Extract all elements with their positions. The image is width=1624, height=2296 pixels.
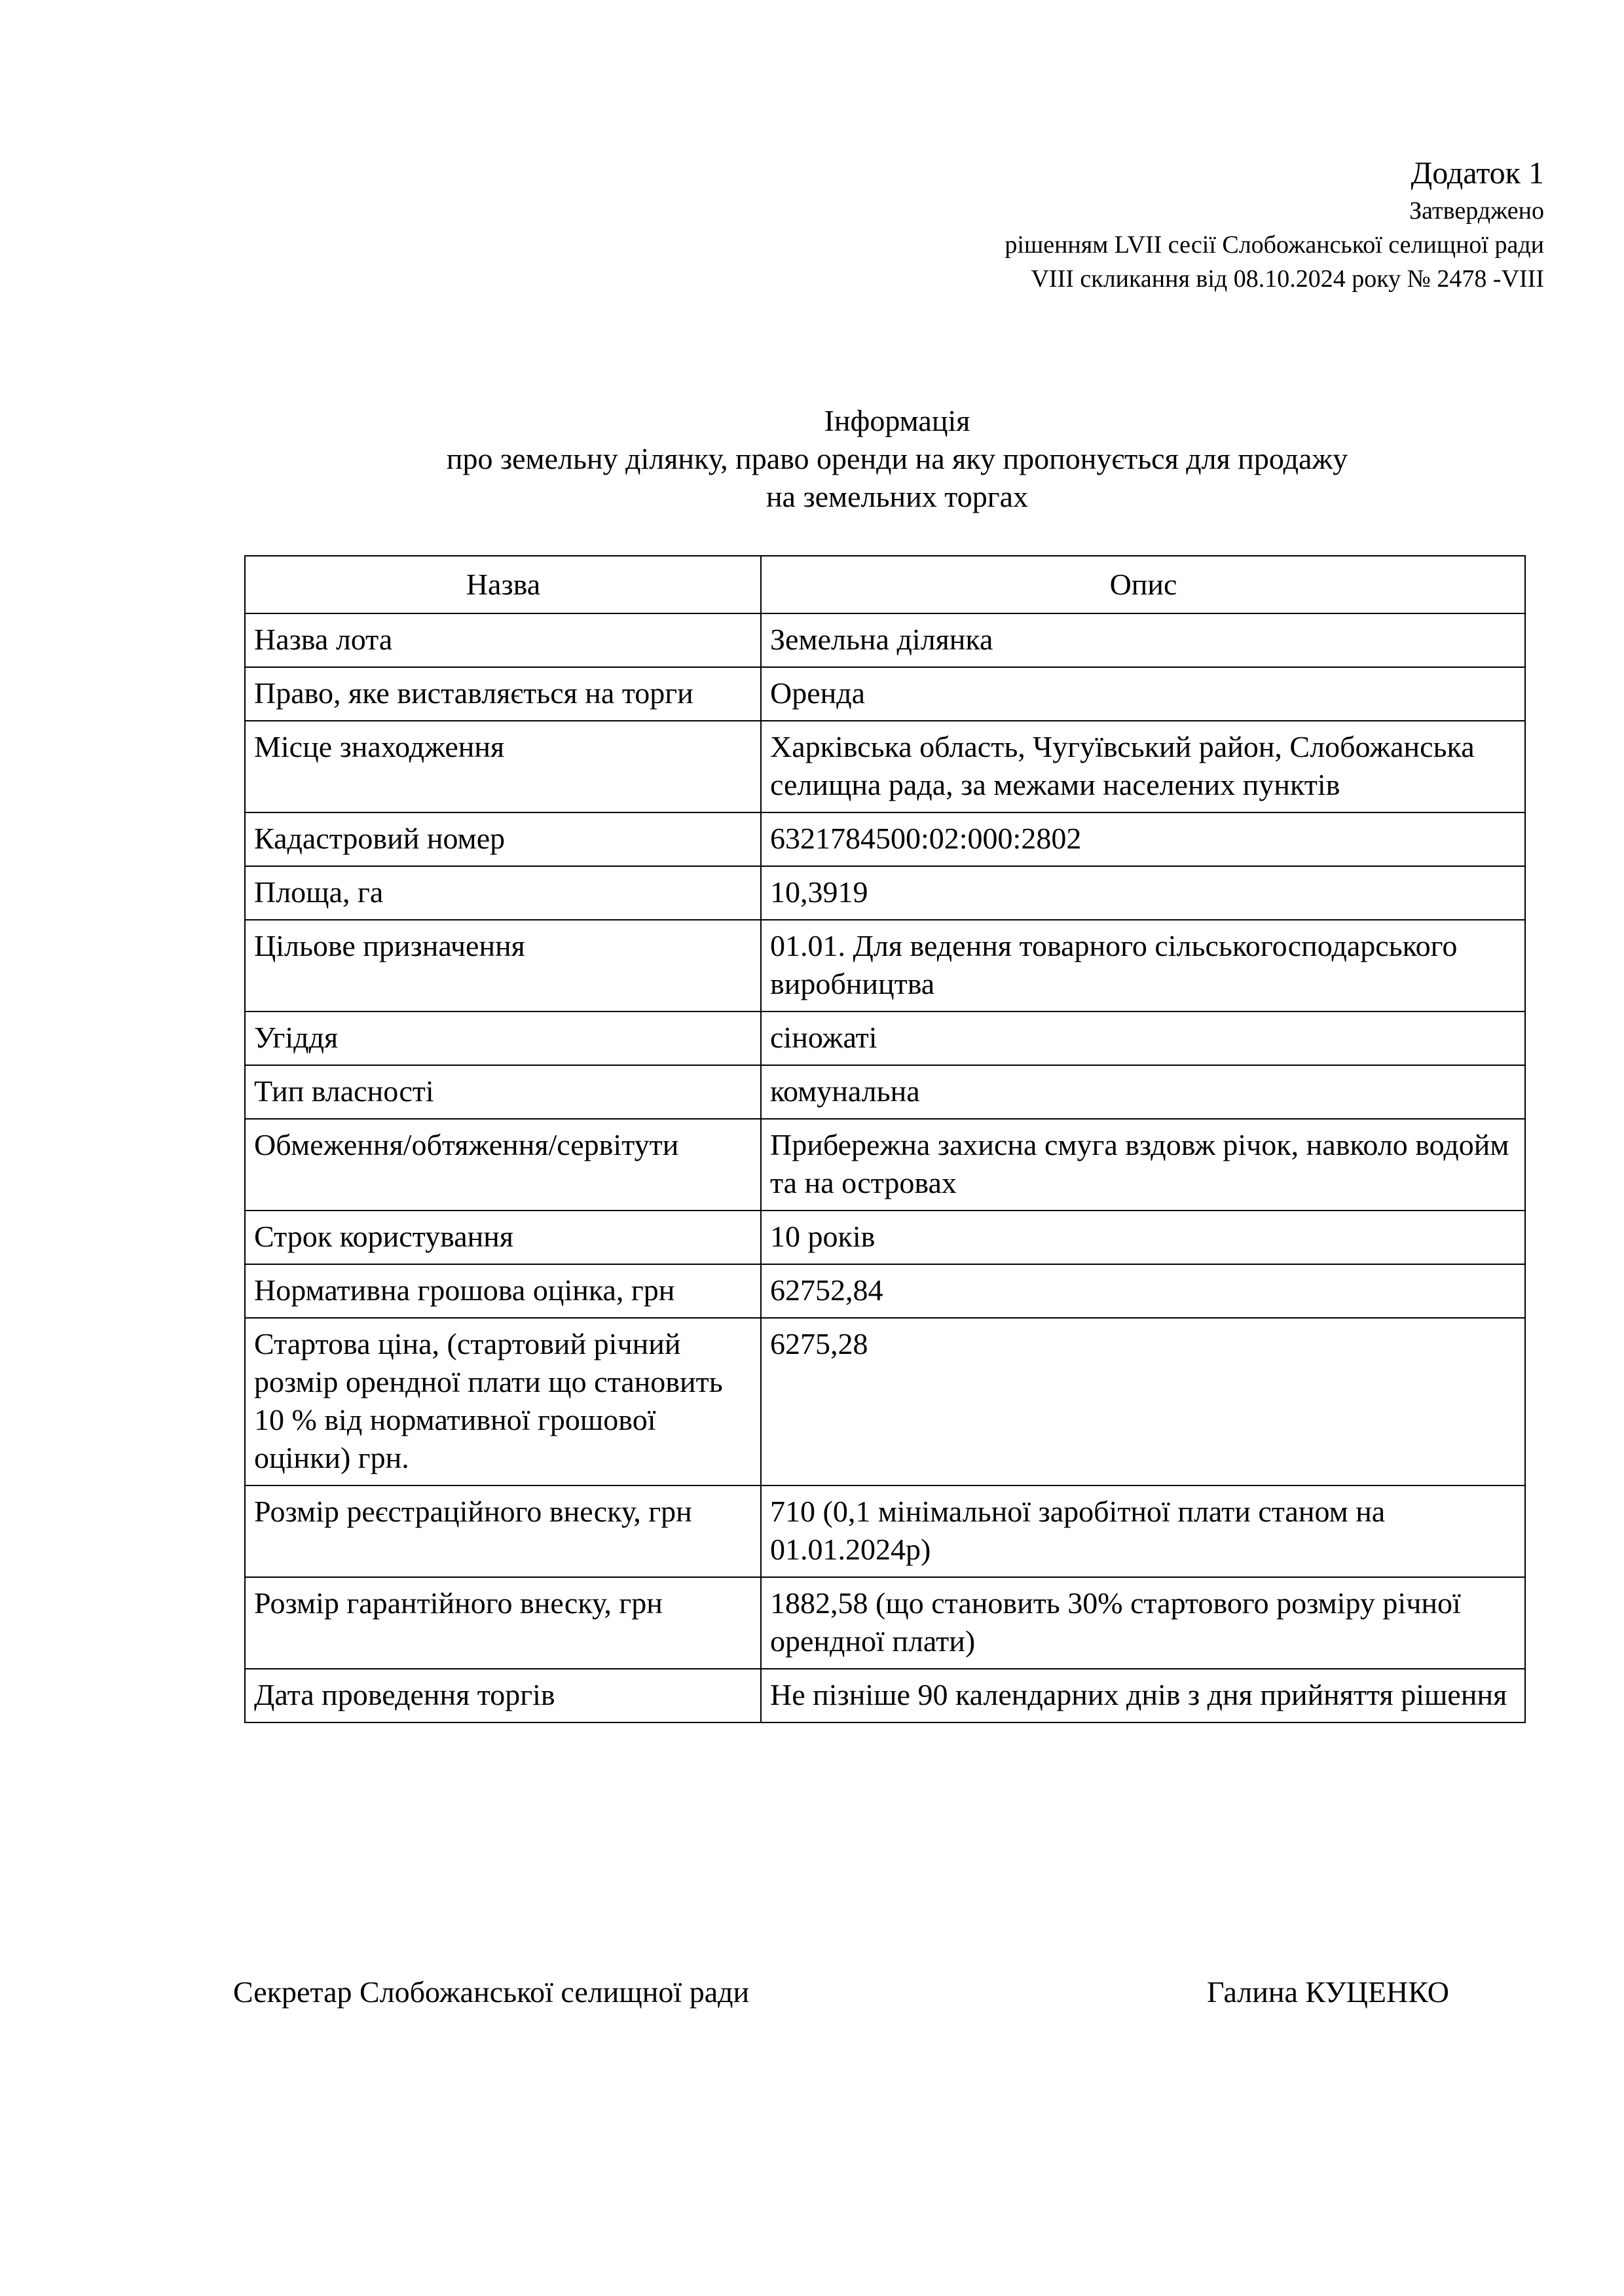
table-body — [245, 613, 1525, 1722]
table-row — [245, 920, 1525, 1011]
table-row — [245, 812, 1525, 866]
title-subtitle-line-2: на земельних торгах — [766, 480, 1029, 513]
title-heading: Інформація — [824, 404, 970, 437]
row-label-cell: Цільове призначення — [245, 920, 761, 1011]
table-row — [245, 1577, 1525, 1669]
approved-label: Затверджено — [1409, 197, 1544, 225]
row-label-cell: Кадастровий номер — [245, 812, 761, 866]
row-label-cell: Право, яке виставляється на торги — [245, 667, 761, 721]
table-row — [245, 866, 1525, 920]
row-label-cell: Назва лота — [245, 613, 761, 667]
decision-line: рішенням LVII сесії Слобожанської селищної ради — [1005, 231, 1544, 259]
row-label-cell: Нормативна грошова оцінка, грн — [245, 1264, 761, 1318]
document-title — [0, 402, 1624, 516]
table-row — [245, 1011, 1525, 1065]
row-value-cell: 01.01. Для ведення товарного сільськогосподарського виробництва — [761, 920, 1525, 1011]
row-value-cell: комунальна — [761, 1065, 1525, 1119]
column-header-description: Опис — [761, 556, 1525, 613]
row-value-cell: 10 років — [761, 1211, 1525, 1264]
table-row — [245, 1119, 1525, 1211]
row-label-cell: Стартова ціна, (стартовий річний розмір орендної плати що становить 10 % від нормативної грошової оцінки) грн. — [245, 1318, 761, 1485]
table-row — [245, 1211, 1525, 1264]
row-label-cell: Площа, га — [245, 866, 761, 920]
row-value-cell: 10,3919 — [761, 866, 1525, 920]
document-header — [1005, 153, 1544, 296]
row-label-cell: Строк користування — [245, 1211, 761, 1264]
signatory-name: Галина КУЦЕНКО — [1207, 1975, 1449, 2009]
row-value-cell: Прибережна захисна смуга вздовж річок, навколо водойм та на островах — [761, 1119, 1525, 1211]
row-value-cell: Оренда — [761, 667, 1525, 721]
signatory-position: Секретар Слобожанської селищної ради — [233, 1975, 750, 2009]
convocation-line: VIII скликання від 08.10.2024 року № 2478 -VIII — [1031, 265, 1544, 293]
row-value-cell: 710 (0,1 мінімальної заробітної плати станом на 01.01.2024р) — [761, 1485, 1525, 1577]
table-row — [245, 1485, 1525, 1577]
land-plot-info-table — [244, 555, 1526, 1723]
row-value-cell: Харківська область, Чугуївський район, Слобожанська селищна рада, за межами населених пунктів — [761, 721, 1525, 812]
row-value-cell: Не пізніше 90 календарних днів з дня прийняття рішення — [761, 1669, 1525, 1722]
row-label-cell: Тип власності — [245, 1065, 761, 1119]
table-header-row — [245, 556, 1525, 613]
row-value-cell: Земельна ділянка — [761, 613, 1525, 667]
table-row — [245, 721, 1525, 812]
table-row — [245, 1065, 1525, 1119]
row-value-cell: сіножаті — [761, 1011, 1525, 1065]
table-row — [245, 1264, 1525, 1318]
row-value-cell: 1882,58 (що становить 30% стартового розміру річної орендної плати) — [761, 1577, 1525, 1669]
row-value-cell: 62752,84 — [761, 1264, 1525, 1318]
row-value-cell: 6321784500:02:000:2802 — [761, 812, 1525, 866]
title-subtitle-line-1: про земельну ділянку, право оренди на яку пропонується для продажу — [446, 442, 1348, 475]
row-label-cell: Дата проведення торгів — [245, 1669, 761, 1722]
row-label-cell: Розмір гарантійного внеску, грн — [245, 1577, 761, 1669]
table-row — [245, 1669, 1525, 1722]
row-label-cell: Угіддя — [245, 1011, 761, 1065]
table-row — [245, 613, 1525, 667]
row-label-cell: Обмеження/обтяження/сервітути — [245, 1119, 761, 1211]
appendix-label: Додаток 1 — [1411, 156, 1544, 191]
column-header-name: Назва — [245, 556, 761, 613]
row-label-cell: Місце знаходження — [245, 721, 761, 812]
table-row — [245, 1318, 1525, 1485]
table-row — [245, 667, 1525, 721]
row-label-cell: Розмір реєстраційного внеску, грн — [245, 1485, 761, 1577]
row-value-cell: 6275,28 — [761, 1318, 1525, 1485]
